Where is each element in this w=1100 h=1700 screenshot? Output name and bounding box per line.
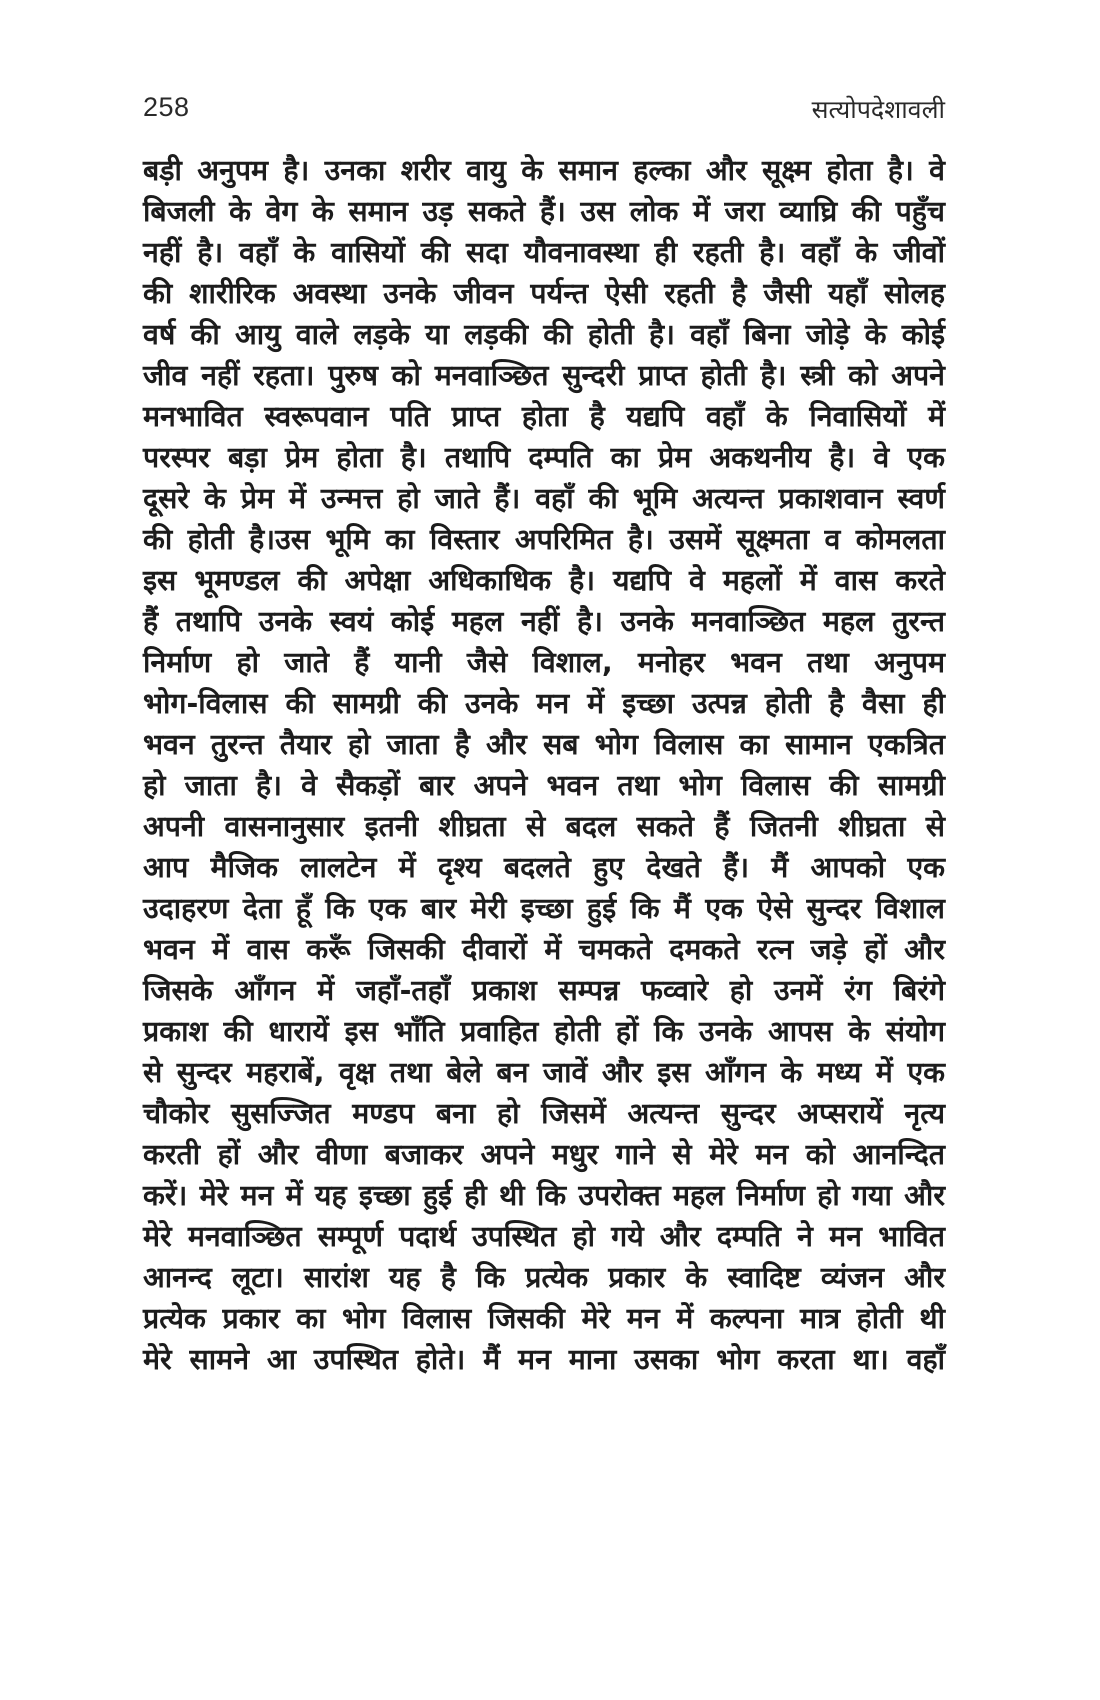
text-line: परस्पर बड़ा प्रेम होता है। तथापि दम्पति का प्रेम अकथनीय है। वे एक [143,441,945,474]
text-line: आनन्द लूटा। सारांश यह है कि प्रत्येक प्रकार के स्वादिष्ट व्यंजन और [143,1261,945,1294]
text-line: से सुन्दर महराबें, वृक्ष तथा बेले बन जावें और इस आँगन के मध्य में एक [143,1056,945,1089]
book-title: सत्योपदेशावली [811,95,945,124]
text-line: निर्माण हो जाते हैं यानी जैसे विशाल, मनोहर भवन तथा अनुपम [143,646,945,679]
text-line: प्रकाश की धारायें इस भाँति प्रवाहित होती हों कि उनके आपस के संयोग [143,1015,945,1048]
text-line: मनभावित स्वरूपवान पति प्राप्त होता है यद्यपि वहाँ के निवासियों में [143,400,945,433]
text-line: मेरे सामने आ उपस्थित होते। मैं मन माना उसका भोग करता था। वहाँ [143,1343,945,1376]
text-line: चौकोर सुसज्जित मण्डप बना हो जिसमें अत्यन्त सुन्दर अप्सरायें नृत्य [143,1097,945,1130]
text-line: बिजली के वेग के समान उड़ सकते हैं। उस लोक में जरा व्याघ्रि की पहुँच [143,195,945,228]
text-line: इस भूमण्डल की अपेक्षा अधिकाधिक है। यद्यपि वे महलों में वास करते [143,564,945,597]
text-line: बड़ी अनुपम है। उनका शरीर वायु के समान हल्का और सूक्ष्म होता है। वे [143,154,945,187]
page-number: 258 [143,92,190,122]
text-line: जीव नहीं रहता। पुरुष को मनवाञ्छित सुन्दरी प्राप्त होती है। स्त्री को अपने [143,359,945,392]
running-head [143,92,945,132]
text-line: नहीं है। वहाँ के वासियों की सदा यौवनावस्था ही रहती है। वहाँ के जीवों [143,236,945,269]
text-line: करें। मेरे मन में यह इच्छा हुई ही थी कि उपरोक्त महल निर्माण हो गया और [143,1179,945,1212]
body-text [143,150,945,1380]
text-line: भोग-विलास की सामग्री की उनके मन में इच्छा उत्पन्न होती है वैसा ही [143,687,945,720]
text-line: जिसके आँगन में जहाँ-तहाँ प्रकाश सम्पन्न फव्वारे हो उनमें रंग बिरंगे [143,974,945,1007]
text-line: हो जाता है। वे सैकड़ों बार अपने भवन तथा भोग विलास की सामग्री [143,769,945,802]
text-line: प्रत्येक प्रकार का भोग विलास जिसकी मेरे मन में कल्पना मात्र होती थी [143,1302,945,1335]
text-line: अपनी वासनानुसार इतनी शीघ्रता से बदल सकते हैं जितनी शीघ्रता से [143,810,945,843]
text-line: भवन में वास करूँ जिसकी दीवारों में चमकते दमकते रत्न जड़े हों और [143,933,945,966]
text-line: करती हों और वीणा बजाकर अपने मधुर गाने से मेरे मन को आनन्दित [143,1138,945,1171]
text-line: वर्ष की आयु वाले लड़के या लड़की की होती है। वहाँ बिना जोड़े के कोई [143,318,945,351]
text-line: आप मैजिक लालटेन में दृश्य बदलते हुए देखते हैं। मैं आपको एक [143,851,945,884]
text-line: की शारीरिक अवस्था उनके जीवन पर्यन्त ऐसी रहती है जैसी यहाँ सोलह [143,277,945,310]
text-line: दूसरे के प्रेम में उन्मत्त हो जाते हैं। वहाँ की भूमि अत्यन्त प्रकाशवान स्वर्ण [143,482,945,515]
text-line: भवन तुरन्त तैयार हो जाता है और सब भोग विलास का सामान एकत्रित [143,728,945,761]
text-line: की होती है।उस भूमि का विस्तार अपरिमित है। उसमें सूक्ष्मता व कोमलता [143,523,945,556]
text-line: मेरे मनवाञ्छित सम्पूर्ण पदार्थ उपस्थित हो गये और दम्पति ने मन भावित [143,1220,945,1253]
text-line: उदाहरण देता हूँ कि एक बार मेरी इच्छा हुई कि मैं एक ऐसे सुन्दर विशाल [143,892,945,925]
text-line: हैं तथापि उनके स्वयं कोई महल नहीं है। उनके मनवाञ्छित महल तुरन्त [143,605,945,638]
